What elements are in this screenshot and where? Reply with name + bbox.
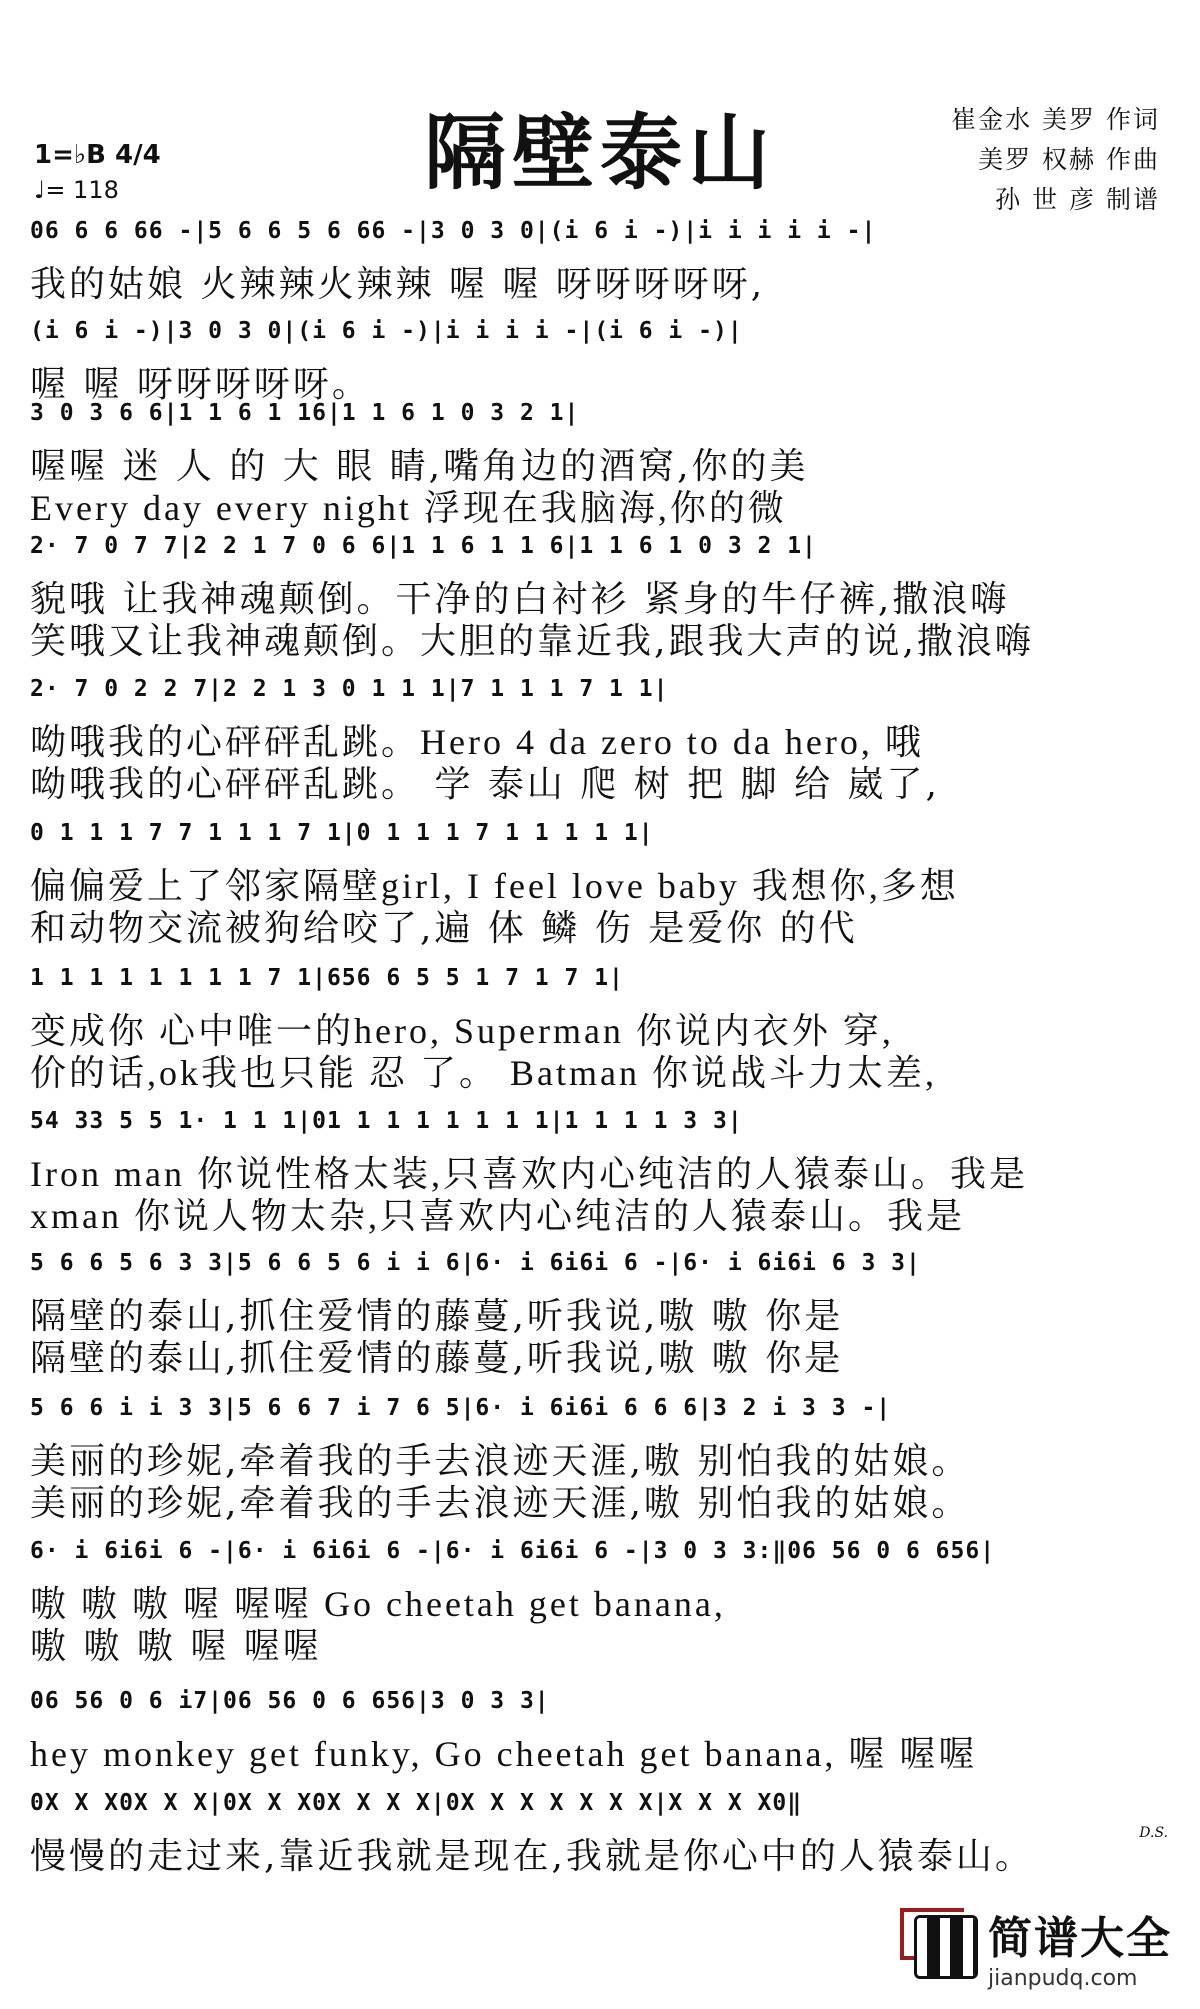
tempo-marking: ♩= 118 [34, 176, 119, 204]
piano-icon [914, 1915, 978, 1979]
lyric-line: hey monkey get funky, Go cheetah get banana, 喔 喔喔 [30, 1734, 978, 1774]
page-title: 隔壁泰山 [423, 105, 776, 201]
lyric-line: 隔壁的泰山,抓住爱情的藤蔓,听我说,嗷 嗷 你是 [30, 1296, 844, 1337]
lyric-line: 笑哦又让我神魂颠倒。大胆的靠近我,跟我大声的说,撒浪嗨 [30, 621, 1034, 662]
notation-line: 6· i 6i6i 6 -|6· i 6i6i 6 -|6· i 6i6i 6 -|3 0 3 3:‖06 56 0 6 656| [30, 1538, 996, 1564]
lyric-line: 呦哦我的心砰砰乱跳。Hero 4 da zero to da hero, 哦 [30, 722, 924, 762]
notation-line: 2· 7 0 2 2 7|2 2 1 3 0 1 1 1|7 1 1 1 7 1 1| [30, 676, 669, 702]
notation-line: 1 1 1 1 1 1 1 1 7 1|656 6 5 5 1 7 1 7 1| [30, 965, 624, 991]
notation-line: 2· 7 0 7 7|2 2 1 7 0 6 6|1 1 6 1 1 6|1 1 6 1 0 3 2 1| [30, 533, 817, 559]
notation-line: 5 6 6 i i 3 3|5 6 6 7 i 7 6 5|6· i 6i6i 6 6 6|3 2 i 3 3 -| [30, 1395, 892, 1421]
lyric-line: 隔壁的泰山,抓住爱情的藤蔓,听我说,嗷 嗷 你是 [30, 1338, 844, 1379]
notation-line: 06 6 6 66 -|5 6 6 5 6 66 -|3 0 3 0|(i 6 i -)|i i i i i -| [30, 218, 877, 244]
brand-logo [914, 1902, 1172, 1991]
lyric-line: xman 你说人物太杂,只喜欢内心纯洁的人猿泰山。我是 [30, 1196, 965, 1236]
notation-line: 06 56 0 6 i7|06 56 0 6 656|3 0 3 3| [30, 1688, 550, 1714]
lyric-line: 美丽的珍妮,牵着我的手去浪迹天涯,嗷 别怕我的姑娘。 [30, 1483, 971, 1524]
lyric-line: 变成你 心中唯一的hero, Superman 你说内衣外 穿, [30, 1011, 894, 1051]
notation-line: 5 6 6 5 6 3 3|5 6 6 5 6 i i 6|6· i 6i6i 6 -|6· i 6i6i 6 3 3| [30, 1250, 921, 1276]
lyric-line: 和动物交流被狗给咬了,遍 体 鳞 伤 是爱你 的代 [30, 908, 858, 949]
lyric-line: 价的话,ok我也只能 忍 了。 Batman 你说战斗力太差, [30, 1053, 937, 1093]
lyric-line: 貌哦 让我神魂颠倒。干净的白衬衫 紧身的牛仔裤,撒浪嗨 [30, 579, 1010, 620]
key-signature: 1=♭B 4/4 [34, 140, 161, 170]
lyric-line: 喔 喔 呀呀呀呀呀。 [30, 364, 371, 405]
lyric-line: 慢慢的走过来,靠近我就是现在,我就是你心中的人猿泰山。 [30, 1836, 1034, 1877]
brand-name: 简谱大全 [988, 1913, 1172, 1964]
lyric-line: 我的姑娘 火辣辣火辣辣 喔 喔 呀呀呀呀呀, [30, 264, 766, 305]
notation-line: 0X X X0X X X|0X X X0X X X X|0X X X X X X X|X X X X0‖ [30, 1790, 803, 1816]
ds-mark: D.S. [1139, 1825, 1168, 1841]
lyric-line: 嗷 嗷 嗷 喔 喔喔 [30, 1626, 322, 1667]
lyric-line: 偏偏爱上了邻家隔壁girl, I feel love baby 我想你,多想 [30, 866, 959, 906]
lyric-line: 喔喔 迷 人 的 大 眼 睛,嘴角边的酒窝,你的美 [30, 446, 809, 487]
lyric-line: Iron man 你说性格太装,只喜欢内心纯洁的人猿泰山。我是 [30, 1154, 1028, 1194]
notation-line: 54 33 5 5 1· 1 1 1|01 1 1 1 1 1 1 1|1 1 1 1 3 3| [30, 1108, 743, 1134]
lyric-line: Every day every night 浮现在我脑海,你的微 [30, 488, 787, 528]
lyricist-credit: 崔金水 美罗 作词 [951, 105, 1160, 134]
brand-url: jianpudq.com [988, 1966, 1138, 1991]
arranger-credit: 孙 世 彦 制谱 [995, 185, 1160, 214]
notation-line: (i 6 i -)|3 0 3 0|(i 6 i -)|i i i i -|(i 6 i -)| [30, 318, 743, 344]
lyric-line: 呦哦我的心砰砰乱跳。 学 泰山 爬 树 把 脚 给 崴了, [30, 764, 940, 805]
lyric-line: 美丽的珍妮,牵着我的手去浪迹天涯,嗷 别怕我的姑娘。 [30, 1441, 971, 1482]
lyric-line: 嗷 嗷 嗷 喔 喔喔 Go cheetah get banana, [30, 1584, 726, 1624]
notation-line: 0 1 1 1 7 7 1 1 1 7 1|0 1 1 1 7 1 1 1 1 1| [30, 820, 654, 846]
notation-line: 3 0 3 6 6|1 1 6 1 16|1 1 6 1 0 3 2 1| [30, 400, 580, 426]
composer-credit: 美罗 权赫 作曲 [978, 145, 1160, 174]
